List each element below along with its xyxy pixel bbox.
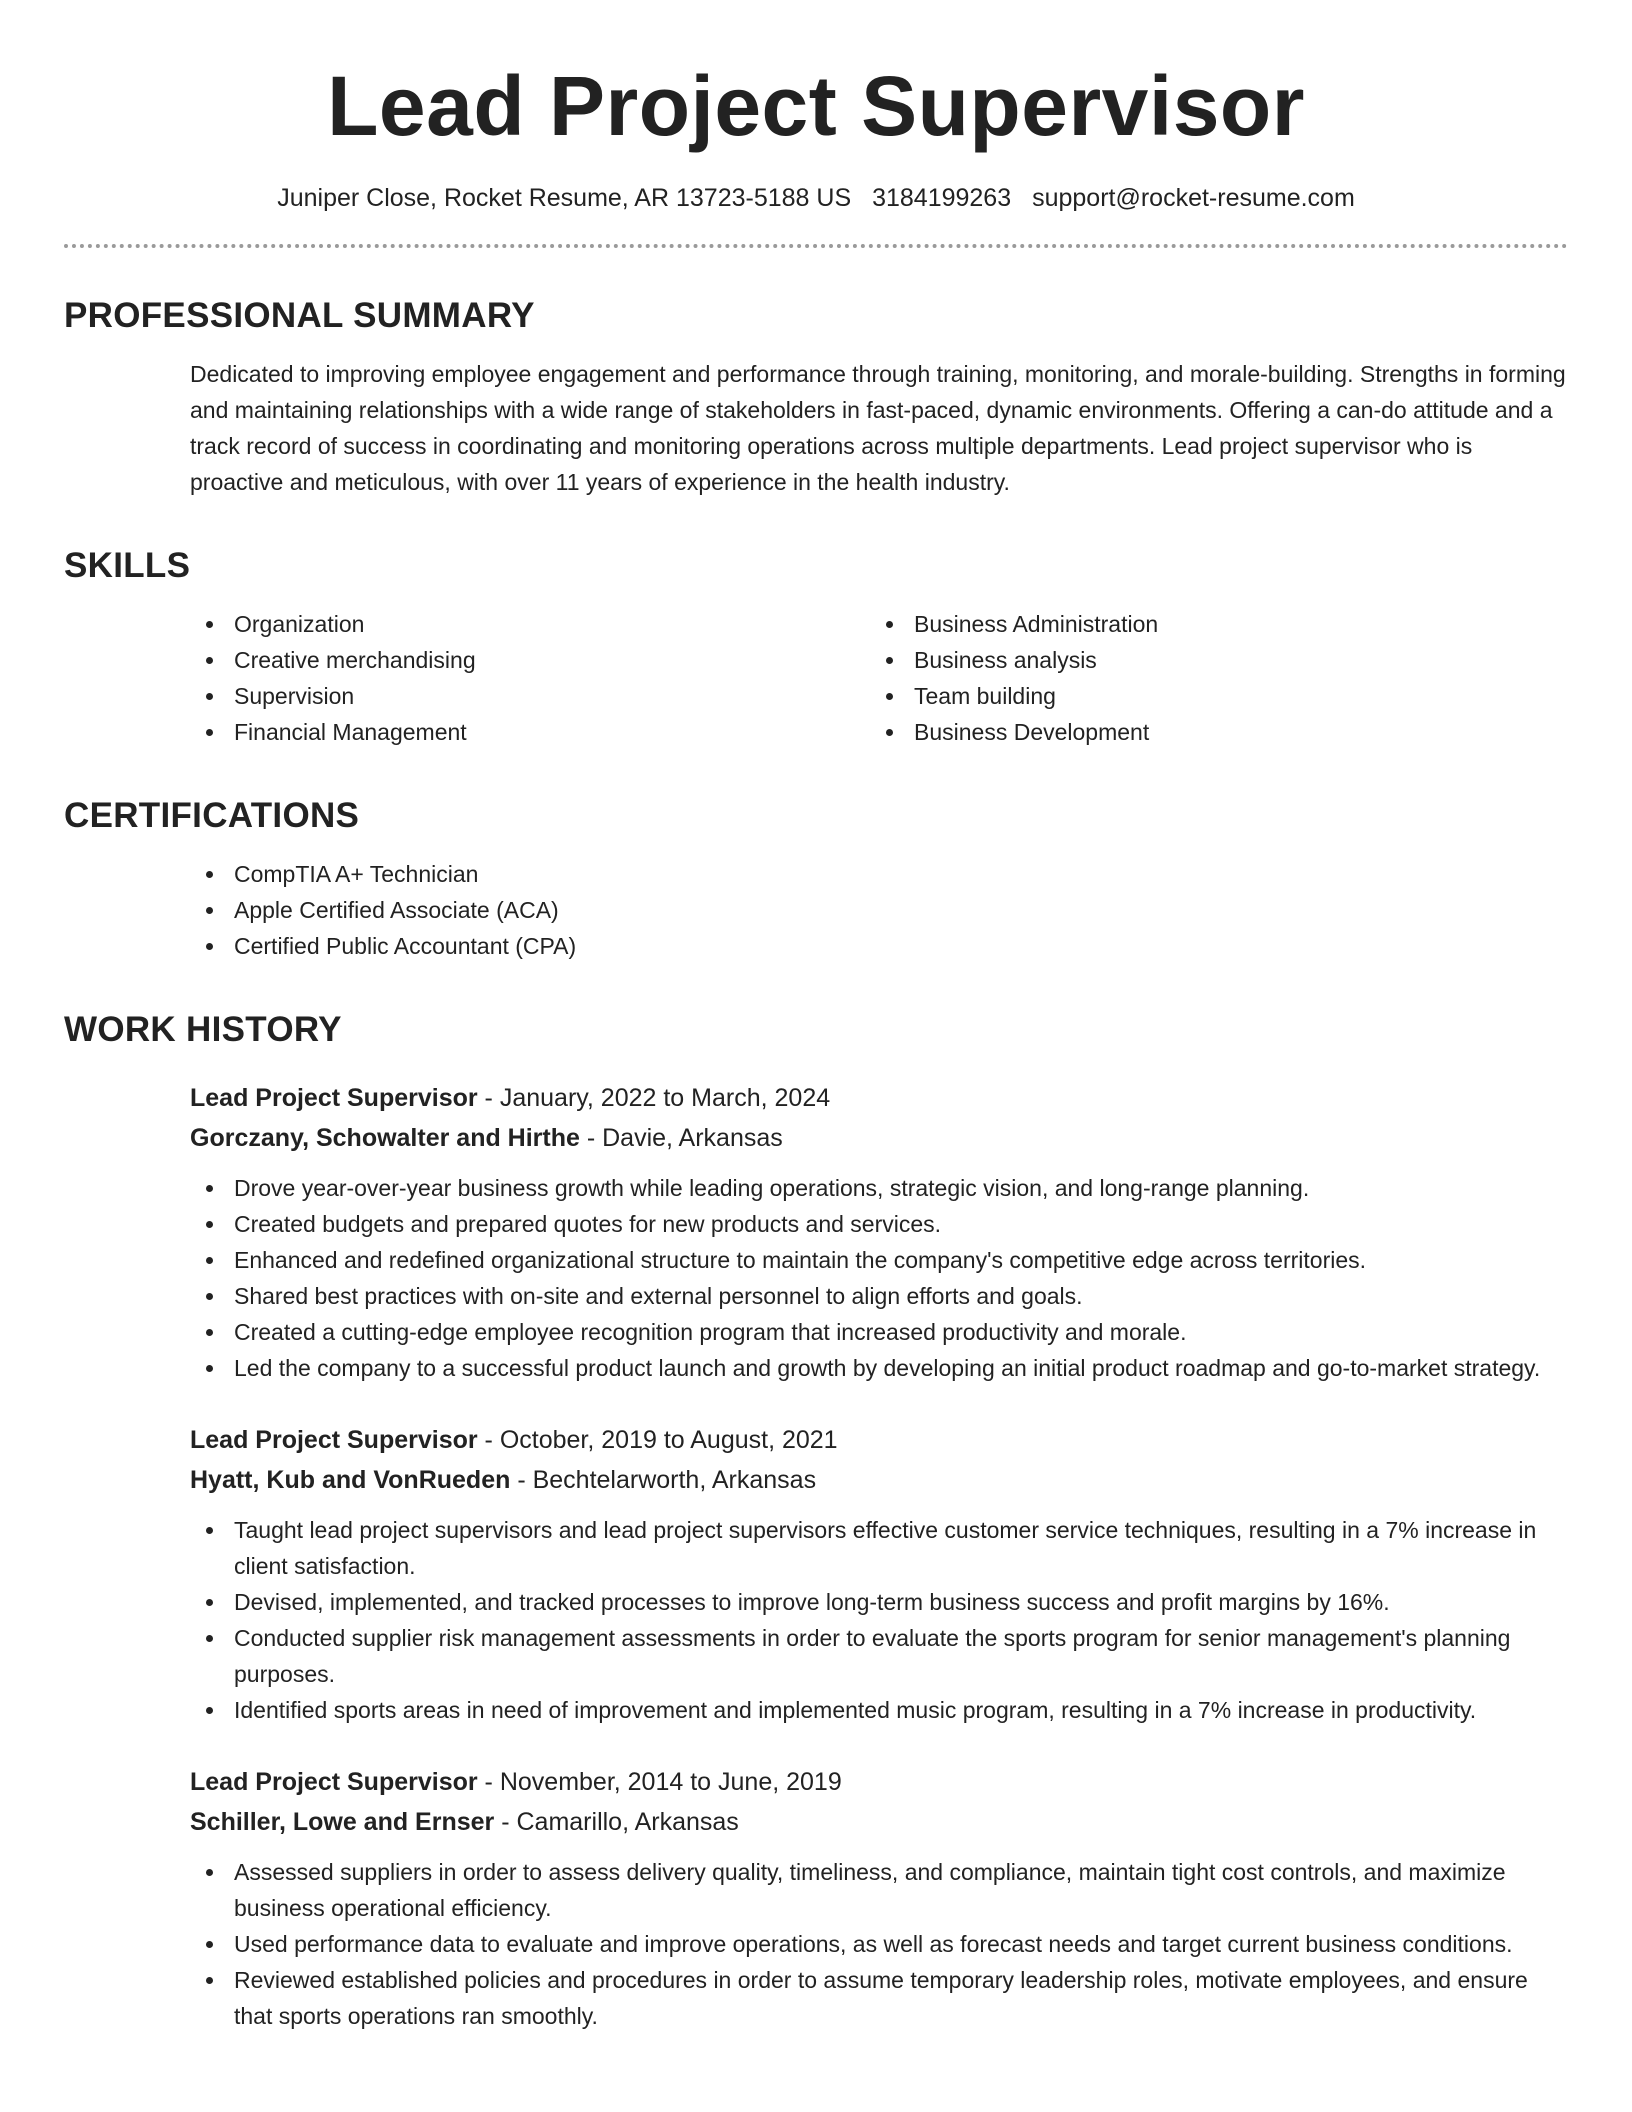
job-dates: - October, 2019 to August, 2021 <box>477 1426 838 1454</box>
skill-item: Business Development <box>870 714 1470 750</box>
job-entry <box>190 1762 1568 2034</box>
skills-list <box>190 606 1568 750</box>
job-entry <box>190 1078 1568 1386</box>
job-bullet: Conducted supplier risk management assessments in order to evaluate the sports program for senior management's planning purposes. <box>190 1620 1568 1692</box>
job-role: Lead Project Supervisor <box>190 1426 478 1454</box>
job-dates: - November, 2014 to June, 2019 <box>477 1768 842 1796</box>
candidate-name: Lead Project Supervisor <box>327 59 1305 153</box>
job-bullet: Drove year-over-year business growth while leading operations, strategic vision, and long-range planning. <box>190 1170 1568 1206</box>
certifications-list <box>190 856 1568 964</box>
job-bullet: Shared best practices with on-site and external personnel to align efforts and goals. <box>190 1278 1568 1314</box>
certification-item: Certified Public Accountant (CPA) <box>190 928 1568 964</box>
skills-column-1 <box>190 606 870 750</box>
contact-phone: 3184199263 <box>872 184 1012 212</box>
certifications-heading: CERTIFICATIONS <box>64 796 360 835</box>
skill-item: Business Administration <box>870 606 1470 642</box>
job-bullet: Taught lead project supervisors and lead project supervisors effective customer service techniques, resulting in a 7% increase in client satisfaction. <box>190 1512 1568 1584</box>
job-location: - Davie, Arkansas <box>579 1124 783 1152</box>
job-bullet: Identified sports areas in need of improvement and implemented music program, resulting in a 7% increase in productivity. <box>190 1692 1568 1728</box>
contact-line <box>64 182 1568 214</box>
job-title-line <box>190 1078 1568 1118</box>
job-bullet: Enhanced and redefined organizational structure to maintain the company's competitive edge across territories. <box>190 1242 1568 1278</box>
job-company: Hyatt, Kub and VonRueden <box>190 1466 511 1494</box>
job-bullet: Created budgets and prepared quotes for new products and services. <box>190 1206 1568 1242</box>
job-location: - Camarillo, Arkansas <box>494 1808 739 1836</box>
job-title-line <box>190 1420 1568 1460</box>
certifications-bullets <box>190 856 1568 964</box>
summary-text: Dedicated to improving employee engagement and performance through training, monitoring, and morale-building. Strengths in forming and maintaining relationships with a wide range of stakeholders in fast-paced, dynamic environments. Offering a can-do attitude and a track record of success in coordinating and monitoring operations across multiple departments. Lead project supervisor who is proactive and meticulous, with over 11 years of experience in the health industry. <box>190 361 1566 495</box>
job-entry <box>190 1420 1568 1728</box>
resume-header <box>64 0 1568 214</box>
work-history <box>190 1078 1568 2034</box>
job-role: Lead Project Supervisor <box>190 1084 478 1112</box>
job-location: - Bechtelarworth, Arkansas <box>510 1466 817 1494</box>
job-company: Schiller, Lowe and Ernser <box>190 1808 495 1836</box>
job-company-line <box>190 1460 1568 1500</box>
job-bullet: Used performance data to evaluate and improve operations, as well as forecast needs and target current business conditions. <box>190 1926 1568 1962</box>
job-bullet: Created a cutting-edge employee recognition program that increased productivity and morale. <box>190 1314 1568 1350</box>
contact-address: Juniper Close, Rocket Resume, AR 13723-5188 US <box>277 184 852 212</box>
job-company-line <box>190 1118 1568 1158</box>
skill-item: Financial Management <box>190 714 870 750</box>
job-bullet: Reviewed established policies and procedures in order to assume temporary leadership roles, motivate employees, and ensure that sports operations ran smoothly. <box>190 1962 1568 2034</box>
job-dates: - January, 2022 to March, 2024 <box>477 1084 831 1112</box>
skill-item: Organization <box>190 606 870 642</box>
contact-email: support@rocket-resume.com <box>1032 184 1355 212</box>
summary-heading: PROFESSIONAL SUMMARY <box>64 296 535 335</box>
job-bullet: Assessed suppliers in order to assess delivery quality, timeliness, and compliance, maintain tight cost controls, and maximize business operational efficiency. <box>190 1854 1568 1926</box>
job-company-line <box>190 1802 1568 1842</box>
skill-item: Creative merchandising <box>190 642 870 678</box>
skill-item: Business analysis <box>870 642 1470 678</box>
job-bullet: Devised, implemented, and tracked processes to improve long-term business success and profit margins by 16%. <box>190 1584 1568 1620</box>
skill-item: Supervision <box>190 678 870 714</box>
job-company: Gorczany, Schowalter and Hirthe <box>190 1124 580 1152</box>
job-bullets <box>190 1170 1568 1386</box>
work-history-heading: WORK HISTORY <box>64 1010 342 1049</box>
job-bullets <box>190 1854 1568 2034</box>
header-divider <box>64 244 1568 248</box>
skills-column-2 <box>870 606 1470 750</box>
skills-heading: SKILLS <box>64 546 191 585</box>
certification-item: CompTIA A+ Technician <box>190 856 1568 892</box>
job-title-line <box>190 1762 1568 1802</box>
job-role: Lead Project Supervisor <box>190 1768 478 1796</box>
certification-item: Apple Certified Associate (ACA) <box>190 892 1568 928</box>
skill-item: Team building <box>870 678 1470 714</box>
job-bullet: Led the company to a successful product launch and growth by developing an initial product roadmap and go-to-market strategy. <box>190 1350 1568 1386</box>
job-bullets <box>190 1512 1568 1728</box>
